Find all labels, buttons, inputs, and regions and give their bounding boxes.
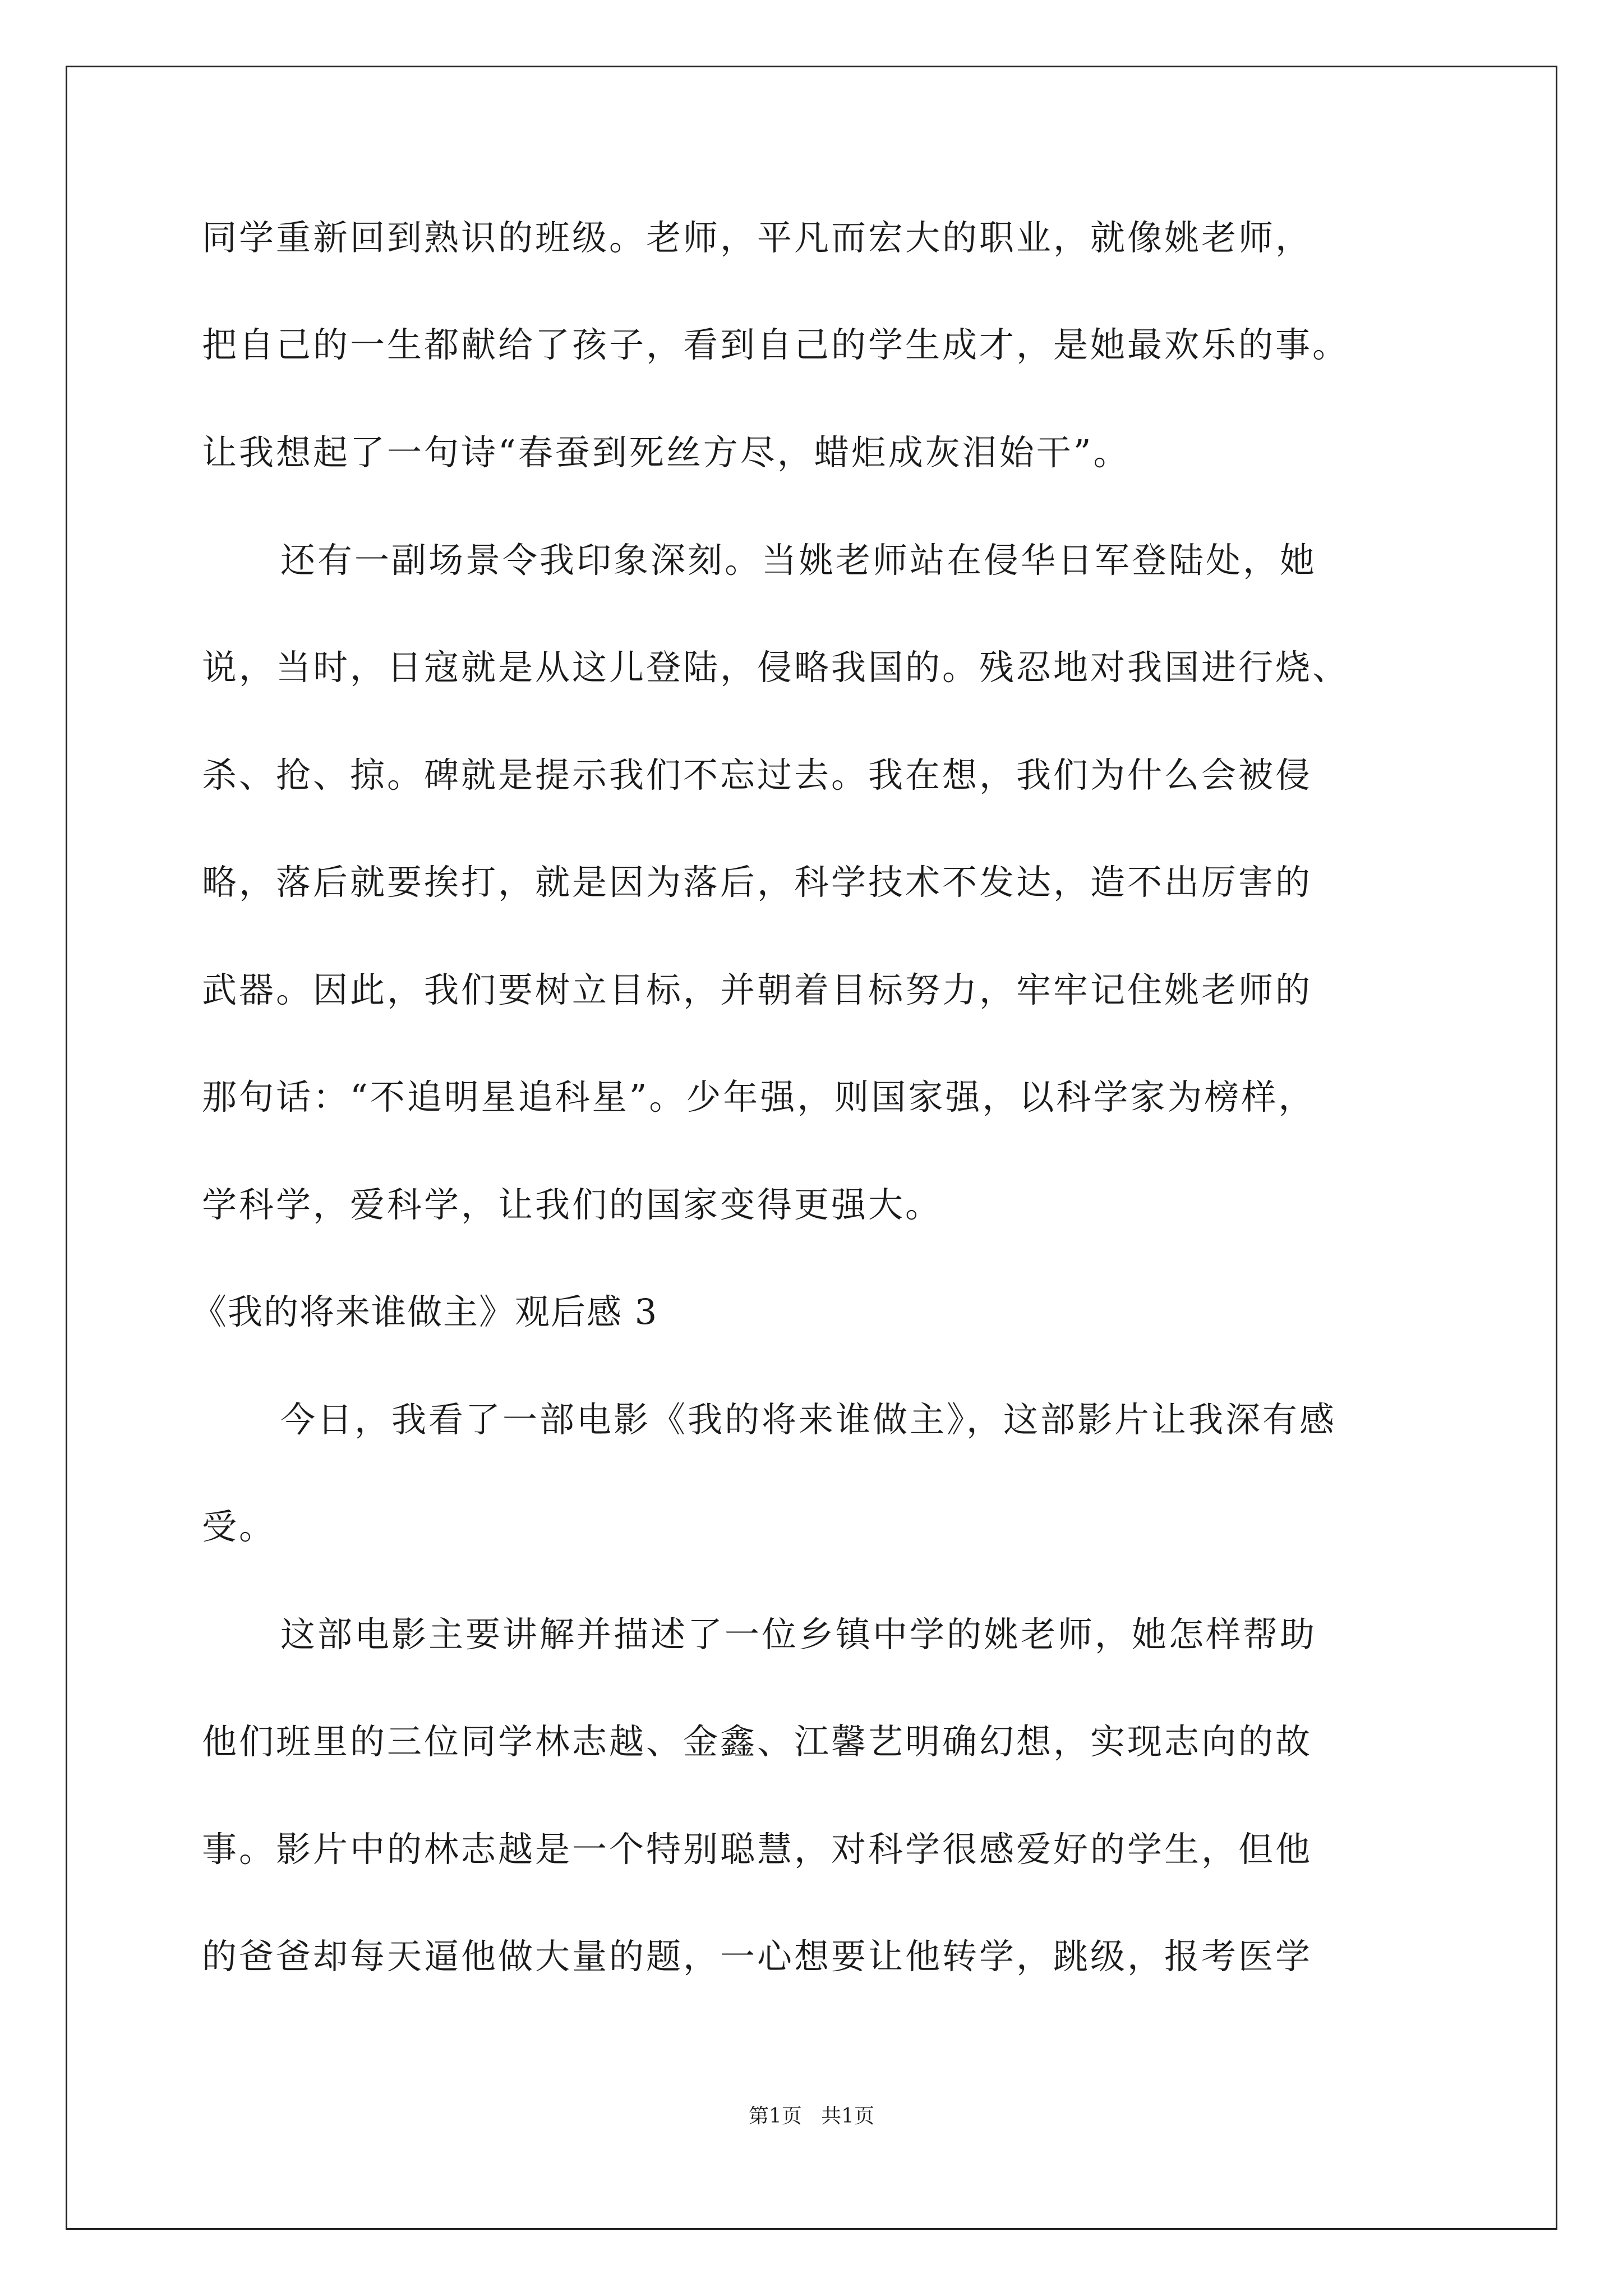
paragraph-first-line: 这部电影主要讲解并描述了一位乡镇中学的姚老师，她怎样帮助 xyxy=(280,1614,1317,1655)
paragraph-first-line: 今日，我看了一部电影《我的将来谁做主》，这部影片让我深有感 xyxy=(280,1399,1337,1440)
text-line: 学科学，爱科学，让我们的国家变得更强大。 xyxy=(202,1184,943,1225)
section-heading: 《我的将来谁做主》观后感 3 xyxy=(192,1291,658,1332)
text-line: 那句话：“不追明星追科星”。少年强，则国家强，以科学家为榜样， xyxy=(202,1076,1316,1117)
text-line: 让我想起了一句诗“春蚕到死丝方尽，蜡炬成灰泪始干”。 xyxy=(202,432,1131,473)
text-line: 受。 xyxy=(202,1506,276,1547)
text-line: 事。影片中的林志越是一个特别聪慧，对科学很感爱好的学生，但他 xyxy=(202,1829,1313,1870)
text-line: 说，当时，日寇就是从这儿登陆，侵略我国的。残忍地对我国进行烧、 xyxy=(202,647,1350,688)
text-line: 他们班里的三位同学林志越、金鑫、江馨艺明确幻想，实现志向的故 xyxy=(202,1721,1313,1762)
text-line: 的爸爸却每天逼他做大量的题，一心想要让他转学，跳级，报考医学 xyxy=(202,1936,1313,1977)
text-line: 把自己的一生都献给了孩子，看到自己的学生成才，是她最欢乐的事。 xyxy=(202,324,1350,365)
page-footer: 第1页 共1页 xyxy=(748,2105,875,2128)
paragraph-first-line: 还有一副场景令我印象深刻。当姚老师站在侵华日军登陆处，她 xyxy=(280,540,1317,581)
text-line: 武器。因此，我们要树立目标，并朝着目标努力，牢牢记住姚老师的 xyxy=(202,969,1313,1010)
text-line: 杀、抢、掠。碑就是提示我们不忘过去。我在想，我们为什么会被侵 xyxy=(202,754,1313,795)
page-border xyxy=(66,66,1557,2230)
text-line: 同学重新回到熟识的班级。老师，平凡而宏大的职业，就像姚老师， xyxy=(202,217,1313,258)
text-line: 略，落后就要挨打，就是因为落后，科学技术不发达，造不出厉害的 xyxy=(202,862,1313,903)
